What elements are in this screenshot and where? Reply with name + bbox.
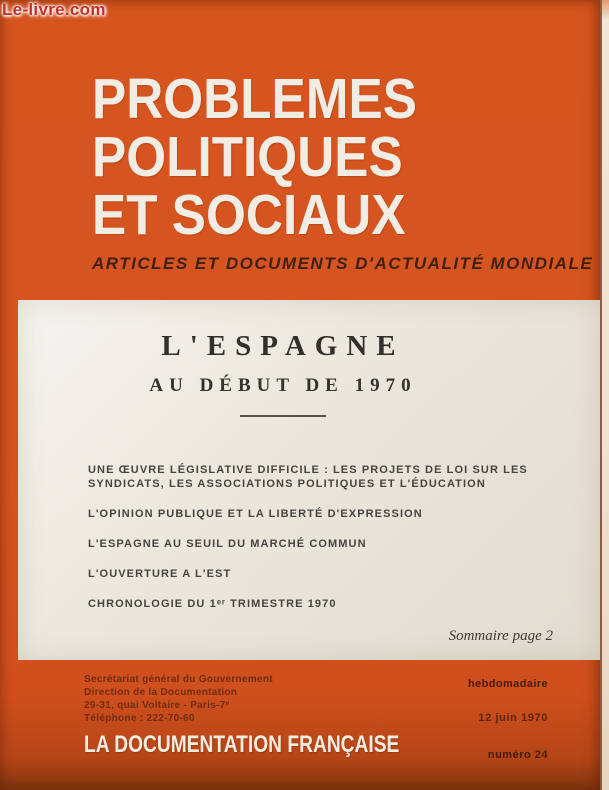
book-page-edge bbox=[600, 0, 609, 790]
heading-rule bbox=[240, 415, 326, 417]
masthead bbox=[92, 67, 594, 274]
issue-date: 12 juin 1970 bbox=[478, 712, 548, 724]
masthead-title-line: PROBLEMES bbox=[92, 67, 417, 131]
publisher-address bbox=[84, 673, 273, 725]
issue-meta bbox=[430, 678, 548, 761]
le-livre-watermark: Le-livre.com bbox=[2, 0, 106, 19]
issue-subtitle: AU DÉBUT DE 1970 bbox=[149, 375, 417, 396]
article-item: L'ESPAGNE AU SEUIL DU MARCHÉ COMMUN bbox=[88, 538, 367, 550]
address-line: Secrétariat général du Gouvernement bbox=[84, 674, 273, 685]
masthead-title-line: POLITIQUES bbox=[92, 125, 403, 189]
sommaire-note: Sommaire page 2 bbox=[448, 628, 553, 644]
issue-number: numéro 24 bbox=[487, 749, 548, 761]
periodicity-label: hebdomadaire bbox=[468, 678, 548, 690]
article-item: L'OUVERTURE A L'EST bbox=[88, 568, 232, 580]
address-line: 29-31, quai Voltaire - Paris-7ᵉ bbox=[84, 700, 230, 711]
article-item: UNE ŒUVRE LÉGISLATIVE DIFFICILE : LES PROJETS DE LOI SUR LES SYNDICATS, LES ASSOCIATIONS POLITIQUES ET L'ÉDUCATION bbox=[88, 464, 528, 490]
contents-panel bbox=[18, 300, 600, 660]
masthead-title-line: ET SOCIAUX bbox=[92, 183, 406, 247]
masthead-subtitle: ARTICLES ET DOCUMENTS D'ACTUALITÉ MONDIALE bbox=[92, 254, 594, 273]
address-line: Direction de la Documentation bbox=[84, 687, 238, 698]
article-item: L'OPINION PUBLIQUE ET LA LIBERTÉ D'EXPRESSION bbox=[88, 508, 423, 520]
address-line: Téléphone : 222-70-60 bbox=[84, 713, 195, 724]
article-list bbox=[88, 463, 570, 611]
publisher-name: LA DOCUMENTATION FRANÇAISE bbox=[84, 731, 400, 758]
article-item: CHRONOLOGIE DU 1ᵉʳ TRIMESTRE 1970 bbox=[88, 598, 337, 610]
issue-heading bbox=[18, 300, 548, 417]
issue-title: L'ESPAGNE bbox=[161, 330, 405, 362]
